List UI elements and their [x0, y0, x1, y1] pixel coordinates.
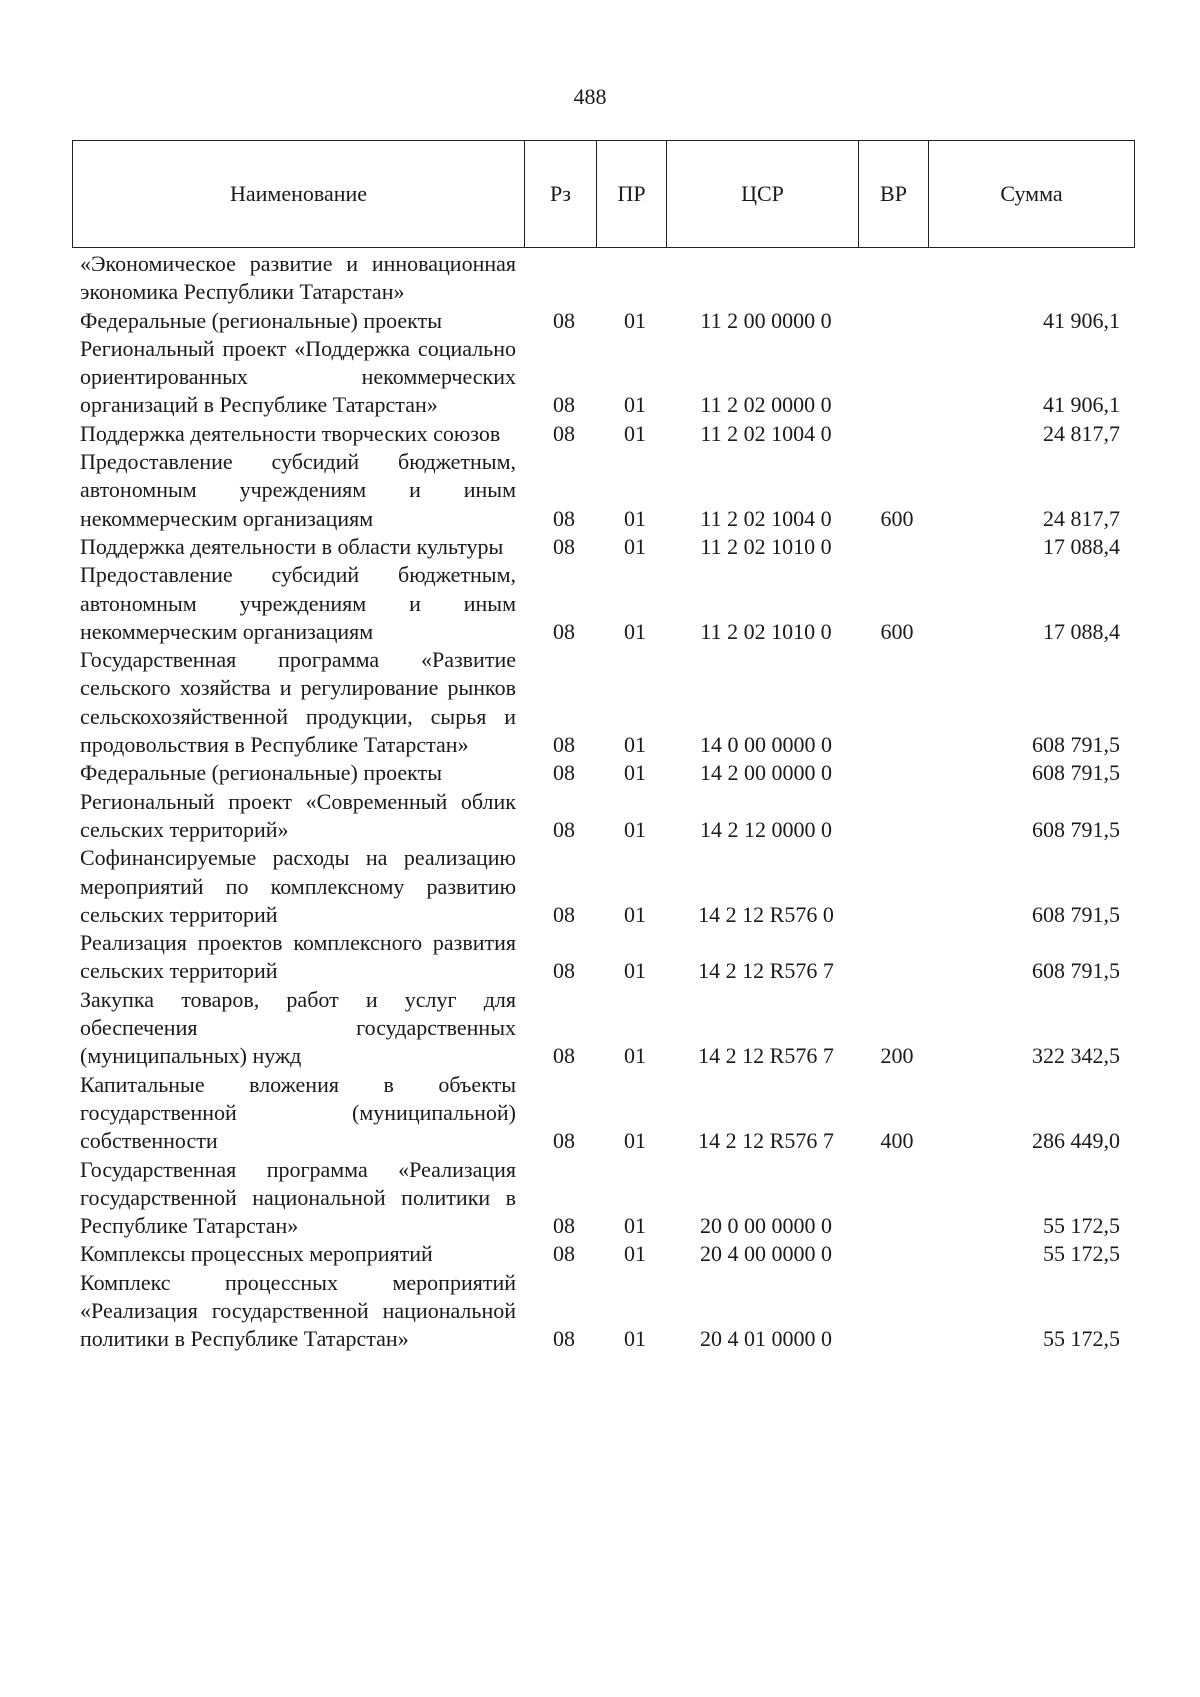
cell-sum: 17 088,4 — [1043, 533, 1120, 559]
cell-csr: 20 4 01 0000 0 — [700, 1326, 832, 1352]
cell-vr: 600 — [880, 618, 914, 644]
table-row — [72, 788, 1134, 845]
cell-rz: 08 — [553, 1128, 575, 1154]
cell-sum: 24 817,7 — [1043, 505, 1120, 531]
cell-sum: 24 817,7 — [1043, 420, 1120, 446]
cell-rz: 08 — [553, 732, 575, 758]
cell-csr: 14 2 00 0000 0 — [700, 760, 832, 786]
header-csr: ЦСР — [667, 141, 859, 248]
cell-csr: 14 0 00 0000 0 — [700, 732, 832, 758]
table-row — [72, 646, 1134, 759]
cell-csr: 11 2 02 1010 0 — [700, 533, 832, 559]
cell-name: Региональный проект «Современный облик сельских территорий» — [80, 788, 516, 842]
cell-csr: 11 2 02 1004 0 — [700, 505, 832, 531]
cell-vr: 400 — [880, 1128, 914, 1154]
cell-rz: 08 — [553, 901, 575, 927]
cell-pr: 01 — [624, 392, 646, 418]
cell-name: Предоставление субсидий бюджетным, автономным учреждениям и иным некоммерческим организациям — [80, 562, 516, 644]
cell-pr: 01 — [624, 1213, 646, 1239]
cell-name: Поддержка деятельности в области культуры — [80, 533, 504, 559]
table-row — [72, 1071, 1134, 1156]
cell-pr: 01 — [624, 533, 646, 559]
cell-name: Региональный проект «Поддержка социально ориентированных некоммерческих организаций в Республике Татарстан» — [80, 335, 516, 418]
cell-sum: 608 791,5 — [1032, 816, 1120, 842]
cell-sum: 608 791,5 — [1032, 901, 1120, 927]
cell-name: Федеральные (региональные) проекты — [80, 307, 442, 333]
table-row — [72, 533, 1134, 561]
cell-csr: 14 2 12 R576 7 — [698, 1043, 834, 1069]
cell-rz: 08 — [553, 760, 575, 786]
cell-sum: 41 906,1 — [1043, 392, 1120, 418]
table-row — [72, 335, 1134, 420]
cell-name: Капитальные вложения в объекты государственной (муниципальной) собственности — [80, 1071, 516, 1154]
cell-rz: 08 — [553, 1241, 575, 1267]
cell-pr: 01 — [624, 732, 646, 758]
cell-csr: 11 2 02 0000 0 — [700, 392, 832, 418]
cell-sum: 55 172,5 — [1043, 1213, 1120, 1239]
table-row — [72, 929, 1134, 986]
table-row — [72, 561, 1134, 646]
cell-sum: 55 172,5 — [1043, 1241, 1120, 1267]
cell-name: Реализация проектов комплексного развития сельских территорий — [80, 930, 516, 984]
cell-rz: 08 — [553, 533, 575, 559]
cell-sum: 608 791,5 — [1032, 732, 1120, 758]
cell-pr: 01 — [624, 618, 646, 644]
table-body — [72, 250, 1134, 1354]
table-row — [72, 1269, 1134, 1354]
cell-pr: 01 — [624, 1128, 646, 1154]
cell-sum: 55 172,5 — [1043, 1326, 1120, 1352]
table-row — [72, 759, 1134, 787]
header-sum: Сумма — [929, 141, 1135, 248]
cell-csr: 14 2 12 R576 7 — [698, 1128, 834, 1154]
cell-sum: 322 342,5 — [1032, 1043, 1120, 1069]
cell-rz: 08 — [553, 816, 575, 842]
cell-rz: 08 — [553, 1213, 575, 1239]
cell-sum: 41 906,1 — [1043, 307, 1120, 333]
cell-pr: 01 — [624, 1326, 646, 1352]
cell-rz: 08 — [553, 618, 575, 644]
cell-sum: 17 088,4 — [1043, 618, 1120, 644]
cell-pr: 01 — [624, 505, 646, 531]
cell-pr: 01 — [624, 958, 646, 984]
header-vr: ВР — [859, 141, 929, 248]
table-row — [72, 844, 1134, 929]
table-row — [72, 1240, 1134, 1268]
table-row — [72, 250, 1134, 307]
header-rz: Рз — [525, 141, 597, 248]
cell-name: Предоставление субсидий бюджетным, автономным учреждениям и иным некоммерческим организациям — [80, 449, 516, 531]
cell-csr: 11 2 02 1010 0 — [700, 618, 832, 644]
cell-name: Софинансируемые расходы на реализацию мероприятий по комплексному развитию сельских территорий — [80, 845, 516, 927]
cell-pr: 01 — [624, 901, 646, 927]
cell-csr: 20 4 00 0000 0 — [700, 1241, 832, 1267]
cell-name: Закупка товаров, работ и услуг для обеспечения государственных (муниципальных) нужд — [80, 986, 516, 1069]
table-row — [72, 420, 1134, 448]
cell-sum: 608 791,5 — [1032, 958, 1120, 984]
cell-csr: 14 2 12 0000 0 — [700, 816, 832, 842]
cell-rz: 08 — [553, 307, 575, 333]
cell-csr: 11 2 00 0000 0 — [700, 307, 832, 333]
cell-rz: 08 — [553, 505, 575, 531]
cell-pr: 01 — [624, 760, 646, 786]
cell-name: Комплекс процессных мероприятий «Реализация государственной национальной политики в Республике Татарстан» — [80, 1269, 516, 1352]
cell-pr: 01 — [624, 307, 646, 333]
cell-sum: 286 449,0 — [1032, 1128, 1120, 1154]
table-row — [72, 1156, 1134, 1241]
table-row — [72, 307, 1134, 335]
cell-name: Федеральные (региональные) проекты — [80, 760, 442, 786]
cell-rz: 08 — [553, 958, 575, 984]
cell-pr: 01 — [624, 816, 646, 842]
cell-pr: 01 — [624, 1241, 646, 1267]
cell-rz: 08 — [553, 392, 575, 418]
header-pr: ПР — [597, 141, 667, 248]
cell-sum: 608 791,5 — [1032, 760, 1120, 786]
cell-pr: 01 — [624, 1043, 646, 1069]
cell-name: Государственная программа «Развитие сельского хозяйства и регулирование рынков сельскохозяйственной продукции, сырья и продовольствия в Республике Татарстан» — [80, 647, 516, 758]
table-row — [72, 448, 1134, 533]
cell-rz: 08 — [553, 420, 575, 446]
cell-name: Государственная программа «Реализация государственной национальной политики в Республике Татарстан» — [80, 1156, 516, 1239]
cell-csr: 14 2 12 R576 7 — [698, 958, 834, 984]
header-name: Наименование — [73, 141, 525, 248]
cell-vr: 600 — [880, 505, 914, 531]
cell-name: Поддержка деятельности творческих союзов — [80, 420, 501, 446]
cell-name: Комплексы процессных мероприятий — [80, 1241, 433, 1267]
cell-rz: 08 — [553, 1326, 575, 1352]
cell-vr: 200 — [880, 1043, 914, 1069]
cell-csr: 14 2 12 R576 0 — [698, 901, 834, 927]
table-row — [72, 986, 1134, 1071]
cell-pr: 01 — [624, 420, 646, 446]
cell-rz: 08 — [553, 1043, 575, 1069]
page-number: 488 — [573, 84, 607, 109]
cell-csr: 11 2 02 1004 0 — [700, 420, 832, 446]
table-header — [72, 140, 1135, 248]
cell-name: «Экономическое развитие и инновационная экономика Республики Татарстан» — [80, 251, 516, 305]
cell-csr: 20 0 00 0000 0 — [700, 1213, 832, 1239]
